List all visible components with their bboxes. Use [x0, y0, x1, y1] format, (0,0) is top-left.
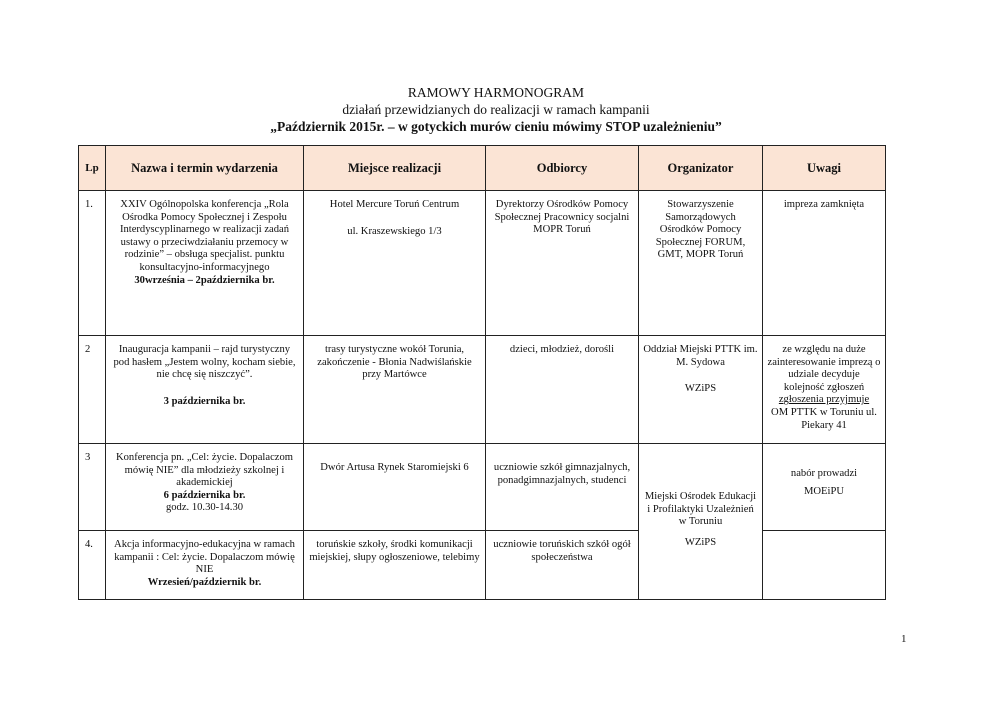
- row-lp: 3: [79, 444, 106, 531]
- event-name-text: XXIV Ogólnopolska konferencja „Rola Ośrodka Pomocy Społecznej i Zespołu Interdyscyplinarnego w realizacji zadań ustawy o przeciwdziałaniu przemocy w rodzinie” – obsługa specjalist. punktu konsultacyjno-informacyjnego: [119, 199, 290, 273]
- place-venue: Hotel Mercure Toruń Centrum: [329, 199, 460, 210]
- heading-title: RAMOWY HARMONOGRAM: [407, 85, 585, 100]
- organizer-partner: WZiPS: [684, 383, 717, 395]
- row-notes: impreza zamknięta: [763, 191, 886, 336]
- row-lp: 4.: [79, 531, 106, 600]
- row-recipients: Dyrektorzy Ośrodków Pomocy Społecznej Pracownicy socjalni MOPR Toruń: [486, 191, 639, 336]
- row-event-name: [106, 336, 304, 444]
- row-recipients: dzieci, młodzież, dorośli: [486, 336, 639, 444]
- row-event-name: [106, 191, 304, 336]
- organizer-name: Miejski Ośrodek Edukacji i Profilaktyki Uzależnień w Toruniu: [644, 491, 757, 528]
- event-date: 3 października br.: [163, 395, 246, 407]
- schedule-table: [78, 145, 886, 600]
- heading-subtitle: działań przewidzianych do realizacji w ramach kampanii: [342, 102, 650, 117]
- header-organizer: Organizator: [639, 146, 763, 191]
- row-organizer: [639, 336, 763, 444]
- row-lp: 1.: [79, 191, 106, 336]
- row-notes: [763, 531, 886, 600]
- row-recipients: uczniowie toruńskich szkół ogół społeczeństwa: [486, 531, 639, 600]
- row-place: Dwór Artusa Rynek Staromiejski 6: [304, 444, 486, 531]
- heading-campaign-title: „Październik 2015r. – w gotyckich murów cieniu mówimy STOP uzależnieniu”: [270, 119, 722, 134]
- table-row: [79, 336, 886, 444]
- row-lp: 2: [79, 336, 106, 444]
- notes-contact: OM PTTK w Toruniu ul. Piekary 41: [771, 406, 877, 431]
- row-place: toruńskie szkoły, środki komunikacji miejskiej, słupy ogłoszeniowe, telebimy: [304, 531, 486, 600]
- row-recipients: uczniowie szkół gimnazjalnych, ponadgimnazjalnych, studenci: [486, 444, 639, 531]
- table-row: [79, 531, 886, 600]
- notes-registration: zgłoszenia przyjmuje: [778, 394, 870, 406]
- header-place: Miejsce realizacji: [304, 146, 486, 191]
- row-place: [304, 191, 486, 336]
- row-notes: [763, 444, 886, 531]
- header-name: Nazwa i termin wydarzenia: [106, 146, 304, 191]
- organizer-partner: WZiPS: [684, 536, 717, 548]
- row-event-name: [106, 531, 304, 600]
- page-number: 1: [901, 633, 907, 645]
- event-date: 6 października br.: [163, 489, 246, 501]
- event-date: Wrzesień/październik br.: [147, 576, 262, 588]
- place-address: ul. Kraszewskiego 1/3: [347, 225, 442, 237]
- row-place: trasy turystyczne wokół Torunia, zakończenie - Błonia Nadwiślańskie przy Martówce: [304, 336, 486, 444]
- table-row: [79, 444, 886, 531]
- organizer-name: Oddział Miejski PTTK im. M. Sydowa: [643, 344, 758, 368]
- row-event-name: [106, 444, 304, 531]
- row-organizer: Stowarzyszenie Samorządowych Ośrodków Pomocy Społecznej FORUM, GMT, MOPR Toruń: [639, 191, 763, 336]
- header-notes: Uwagi: [763, 146, 886, 191]
- header-lp: Lp: [79, 146, 106, 191]
- notes-organizer: MOEiPU: [803, 485, 845, 497]
- row-organizer: [639, 444, 763, 600]
- event-time: godz. 10.30-14.30: [165, 502, 244, 514]
- table-row: [79, 191, 886, 336]
- event-name-text: Akcja informacyjno-edukacyjna w ramach kampanii : Cel: życie. Dopalaczom mówię NIE: [114, 539, 295, 576]
- event-date: 30września – 2października br.: [134, 274, 275, 286]
- header-recipients: Odbiorcy: [486, 146, 639, 191]
- table-header-row: [79, 146, 886, 191]
- notes-text: ze względu na duże zainteresowanie imprezą o udziale decyduje kolejność zgłoszeń: [767, 344, 881, 393]
- event-name-text: Inauguracja kampanii – rajd turystyczny pod hasłem „Jestem wolny, kocham siebie, nie chcę się niszczyć”.: [113, 344, 296, 381]
- event-name-text: Konferencja pn. „Cel: życie. Dopalaczom mówię NIE” dla młodzieży szkolnej i akademickiej: [115, 452, 294, 489]
- document-heading: [0, 84, 992, 135]
- row-notes: [763, 336, 886, 444]
- notes-text: nabór prowadzi: [790, 468, 858, 479]
